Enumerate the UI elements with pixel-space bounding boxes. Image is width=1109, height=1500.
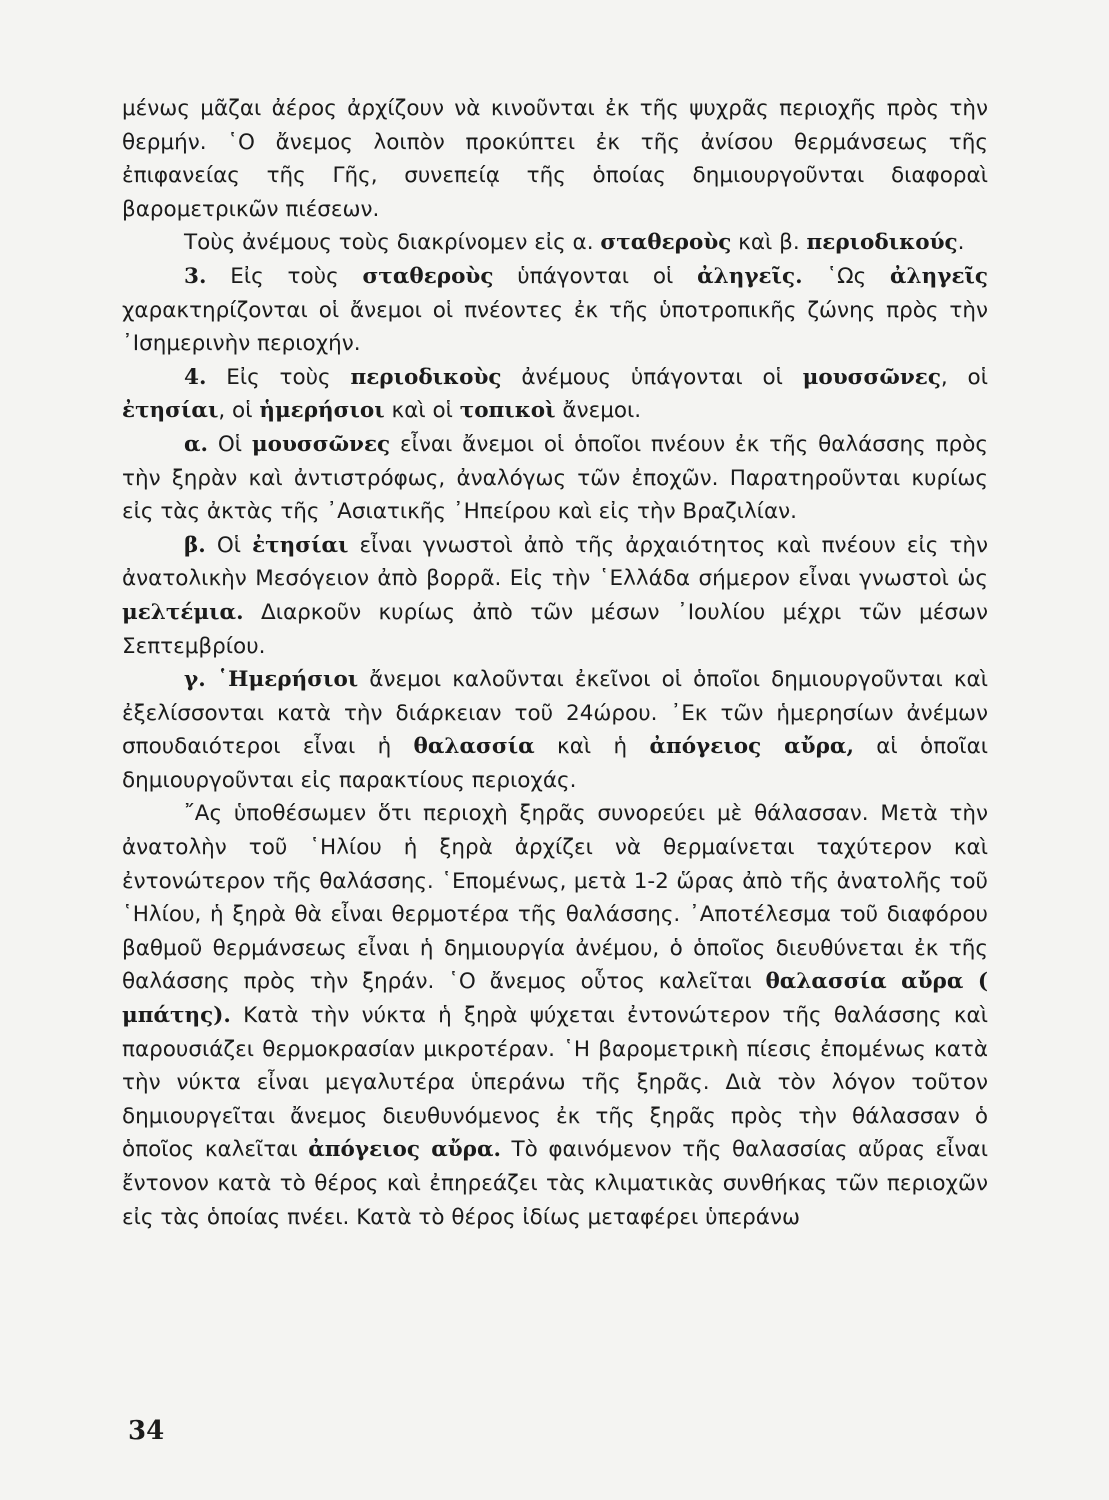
bold-term: σταθεροὺς [362, 263, 494, 289]
text-run: εἶναι ἄνεμοι οἱ ὁποῖοι πνέουν ἐκ τῆς θαλάσσης πρὸς τὴν ξηρὰν καὶ ἀντιστρόφως, ἀναλόγως τῶν ἐποχῶν. Παρατηροῦνται κυρίως εἰς τὰς ἀκτὰς τῆς ᾿Ασιατικῆς ᾿Ηπείρου καὶ εἰς τὴν Βραζιλίαν. [122, 431, 988, 525]
bold-term: 3. [184, 263, 207, 289]
text-run: χαρακτηρίζονται οἱ ἄνεμοι οἱ πνέοντες ἐκ τῆς ὑποτροπικῆς ζώνης πρὸς τὴν ᾿Ισημερινὴν περιοχήν. [122, 297, 988, 357]
bold-term: ἡμερήσιοι [259, 398, 385, 424]
bold-term: μουσσῶνες [802, 364, 941, 390]
text-run: Κατὰ τὴν νύκτα ἡ ξηρὰ ψύχεται ἐντονώτερον τῆς θαλάσσης καὶ παρουσιάζει θερμοκρασίαν μικροτέραν. ῾Η βαρομετρικὴ πίεσις ἐπομένως κατὰ τὴν νύκτα εἶναι μεγαλυτέρα ὑπεράνω τῆς ξηρᾶς. Διὰ τὸν λόγον τοῦτον δημιουργεῖται ἄνεμος διευθυνόμενος ἐκ τῆς ξηρᾶς πρὸς τὴν θάλασσαν ὁ ὁποῖος καλεῖται [122, 1003, 988, 1163]
text-run: , οἱ [218, 398, 260, 424]
bold-term: α. [184, 431, 209, 457]
bold-term: ἀληγεῖς. [697, 263, 803, 289]
text-run: Οἱ [208, 431, 252, 457]
paragraph [122, 529, 988, 663]
bold-term: ἀπόγειος αὔρα. [308, 1137, 501, 1163]
bold-term: μελτέμια. [122, 599, 244, 625]
text-run: , οἱ [940, 364, 988, 390]
text-run: εἶναι γνωστοὶ ἀπὸ τῆς ἀρχαιότητος καὶ πνέουν εἰς τὴν ἀνατολικὴν Μεσόγειον ἀπὸ βορρᾶ. Εἰς τὴν ῾Ελλάδα σήμερον εἶναι γνωστοὶ ὡς [122, 532, 988, 592]
bold-term: περιοδικούς [806, 230, 958, 256]
paragraph [122, 428, 988, 529]
text-run: Οἱ [205, 532, 253, 558]
bold-term: θαλασσία αὔρα ( μπάτης). [122, 969, 988, 1029]
paragraph [122, 92, 988, 226]
paragraph [122, 797, 988, 1234]
paragraph [122, 663, 988, 797]
text-run: καὶ β. [731, 230, 807, 256]
bold-term: θαλασσία [413, 734, 535, 760]
paragraph [122, 361, 988, 428]
bold-term: ἐτησίαι [252, 532, 349, 558]
paragraph [122, 226, 988, 260]
page-number: 34 [128, 1416, 165, 1446]
text-run: ῎Ας ὑποθέσωμεν ὅτι περιοχὴ ξηρᾶς συνορεύει μὲ θάλασσαν. Μετὰ τὴν ἀνατολὴν τοῦ ῾Ηλίου ἡ ξηρὰ ἀρχίζει νὰ θερμαίνεται ταχύτερον καὶ ἐντονώτερον τῆς θαλάσσης. ῾Επομένως, μετὰ 1-2 ὥρας ἀπὸ τῆς ἀνατολῆς τοῦ ῾Ηλίου, ἡ ξηρὰ θὰ εἶναι θερμοτέρα τῆς θαλάσσης. ᾿Αποτέλεσμα τοῦ διαφόρου βαθμοῦ θερμάνσεως εἶναι ἡ δημιουργία ἀνέμου, ὁ ὁποῖος διευθύνεται ἐκ τῆς θαλάσσης πρὸς τὴν ξηράν. ῾Ο ἄνεμος οὗτος καλεῖται [122, 801, 988, 995]
text-run: ἄνεμοι καλοῦνται ἐκεῖνοι οἱ ὁποῖοι δημιουργοῦνται καὶ ἐξελίσσονται κατὰ τὴν διάρκειαν τοῦ 24ώρου. ᾿Εκ τῶν ἡμερησίων ἀνέμων σπουδαιότεροι εἶναι ἡ [122, 667, 988, 760]
text-run: . [957, 230, 965, 256]
page-text [122, 92, 988, 1234]
bold-term: περιοδικοὺς [350, 364, 502, 390]
bold-term: ἀληγεῖς [890, 263, 989, 289]
bold-term: γ. ῾Ημερήσιοι [184, 667, 359, 693]
bold-term: μουσσῶνες [251, 431, 391, 457]
text-run: μένως μᾶζαι ἀέρος ἀρχίζουν νὰ κινοῦνται ἐκ τῆς ψυχρᾶς περιοχῆς πρὸς τὴν θερμήν. ῾Ο ἄνεμος λοιπὸν προκύπτει ἐκ τῆς ἀνίσου θερμάνσεως τῆς ἐπιφανείας τῆς Γῆς, συνεπείᾳ τῆς ὁποίας δημιουργοῦνται διαφοραὶ βαρομετρικῶν πιέσεων. [122, 96, 988, 222]
text-run: ῾Ως [802, 263, 890, 289]
bold-term: ἀπόγειος αὔρα, [649, 734, 854, 760]
text-run: αἱ ὁποῖαι δημιουργοῦνται εἰς παρακτίους περιοχάς. [122, 734, 989, 793]
text-run: ἄνεμοι. [555, 398, 642, 424]
bold-term: β. [184, 532, 206, 558]
bold-term: ἐτησίαι [122, 398, 219, 424]
bold-term: τοπικοὶ [459, 398, 556, 424]
text-run: Εἰς τοὺς [206, 263, 363, 289]
text-run: Εἰς τοὺς [206, 364, 351, 390]
text-run: ἀνέμους ὑπάγονται οἱ [501, 364, 803, 390]
text-run: Τοὺς ἀνέμους τοὺς διακρίνομεν εἰς α. [184, 230, 601, 256]
text-run: Διαρκοῦν κυρίως ἀπὸ τῶν μέσων ᾿Ιουλίου μέχρι τῶν μέσων Σεπτεμβρίου. [122, 599, 988, 659]
bold-term: σταθεροὺς [600, 230, 732, 256]
bold-term: 4. [184, 364, 207, 390]
text-run: Τὸ φαινόμενον τῆς θαλασσίας αὔρας εἶναι ἔντονον κατὰ τὸ θέρος καὶ ἐπηρεάζει τὰς κλιματικὰς συνθήκας τῶν περιοχῶν εἰς τὰς ὁποίας πνέει. Κατὰ τὸ θέρος ἰδίως μεταφέρει ὑπεράνω [122, 1137, 988, 1230]
paragraph [122, 260, 988, 361]
text-run: ὑπάγονται οἱ [493, 263, 698, 289]
text-run: καὶ ἡ [534, 734, 650, 760]
text-run: καὶ οἱ [384, 398, 460, 424]
